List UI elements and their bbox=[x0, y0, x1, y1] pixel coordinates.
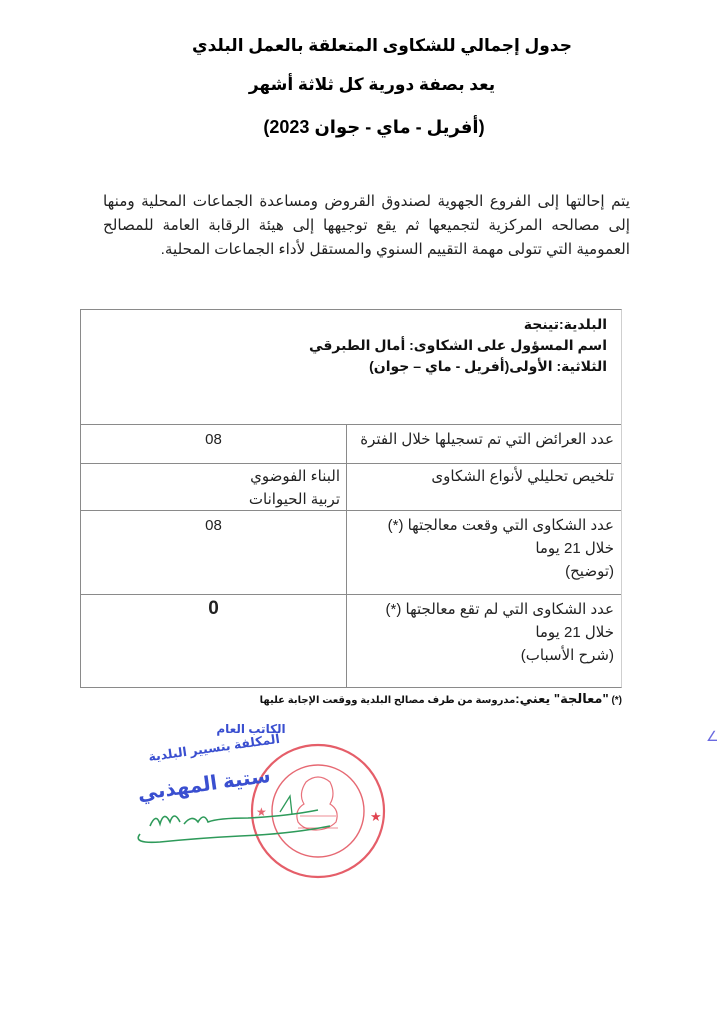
registered-count bbox=[81, 428, 346, 451]
signatory-name: ستية المهذبي bbox=[136, 764, 272, 806]
table-header bbox=[309, 314, 607, 377]
unprocessed-count bbox=[81, 597, 346, 620]
complaint-types bbox=[81, 465, 340, 511]
municipality-label: البلدية:تينجة bbox=[523, 316, 607, 332]
signature-role: المكلفة بتسيير البلدية bbox=[147, 731, 281, 765]
label-line: عدد العرائض التي تم تسجيلها خلال الفترة bbox=[360, 431, 614, 448]
row-divider bbox=[81, 424, 621, 425]
table-row-label bbox=[388, 514, 614, 583]
value-line: 08 bbox=[205, 431, 222, 448]
value-line: 08 bbox=[205, 517, 222, 534]
signature-block bbox=[120, 720, 390, 880]
label-line: (توضيح) bbox=[565, 563, 614, 580]
footnote-marker: (*) bbox=[611, 695, 622, 706]
footnote bbox=[260, 691, 622, 707]
table-row-label bbox=[386, 598, 614, 667]
document-title: جدول إجمالي للشكاوى المتعلقة بالعمل البلدي bbox=[192, 36, 572, 55]
document-subtitle: يعد بصفة دورية كل ثلاثة أشهر bbox=[248, 75, 496, 94]
svg-text:★: ★ bbox=[370, 809, 382, 824]
row-divider bbox=[81, 594, 621, 595]
label-line: عدد الشكاوى التي وقعت معالجتها (*) bbox=[387, 517, 614, 534]
scan-mark-icon: ∠ bbox=[706, 728, 719, 744]
processed-count bbox=[81, 514, 346, 537]
label-line: عدد الشكاوى التي لم تقع معالجتها (*) bbox=[385, 601, 614, 618]
footnote-term: "معالجة" يعني: bbox=[515, 691, 609, 706]
footnote-text: مدروسة من طرف مصالح البلدية ووقعت الإجابة عليها bbox=[259, 695, 516, 706]
label-line: خلال 21 يوما bbox=[535, 540, 614, 557]
value-line: 0 bbox=[208, 598, 219, 619]
row-divider bbox=[81, 463, 621, 464]
label-line: تلخيص تحليلي لأنواع الشكاوى bbox=[431, 468, 614, 485]
document-period: (أفريل - ماي - جوان 2023) bbox=[263, 117, 485, 137]
intro-paragraph: يتم إحالتها إلى الفروع الجهوية لصندوق القروض ومساعدة الجماعات المحلية ومنها إلى مصالحه المركزية لتجميعها ثم يقع توجيهها إلى هيئة الرقابة العامة للمصالح العمومية التي تتولى مهمة التقييم السنوي والمستقل لأداء الجماعات المحلية. bbox=[103, 193, 630, 258]
svg-text:★: ★ bbox=[256, 805, 267, 819]
label-line: (شرح الأسباب) bbox=[520, 647, 614, 664]
officer-label: اسم المسؤول على الشكاوى: أمال الطبرقي bbox=[309, 337, 607, 353]
table-row-label bbox=[431, 465, 614, 488]
signature-title: الكاتب العام bbox=[216, 722, 286, 736]
complaint-type-item: تربية الحيوانات bbox=[248, 491, 340, 508]
table-row-label bbox=[360, 428, 614, 451]
complaint-type-item: البناء الفوضوي bbox=[250, 468, 340, 485]
complaints-table bbox=[80, 309, 622, 688]
column-divider bbox=[346, 424, 347, 687]
quarter-label: الثلاثية: الأولى(أفريل - ماي – جوان) bbox=[369, 358, 607, 374]
label-line: خلال 21 يوما bbox=[535, 624, 614, 641]
